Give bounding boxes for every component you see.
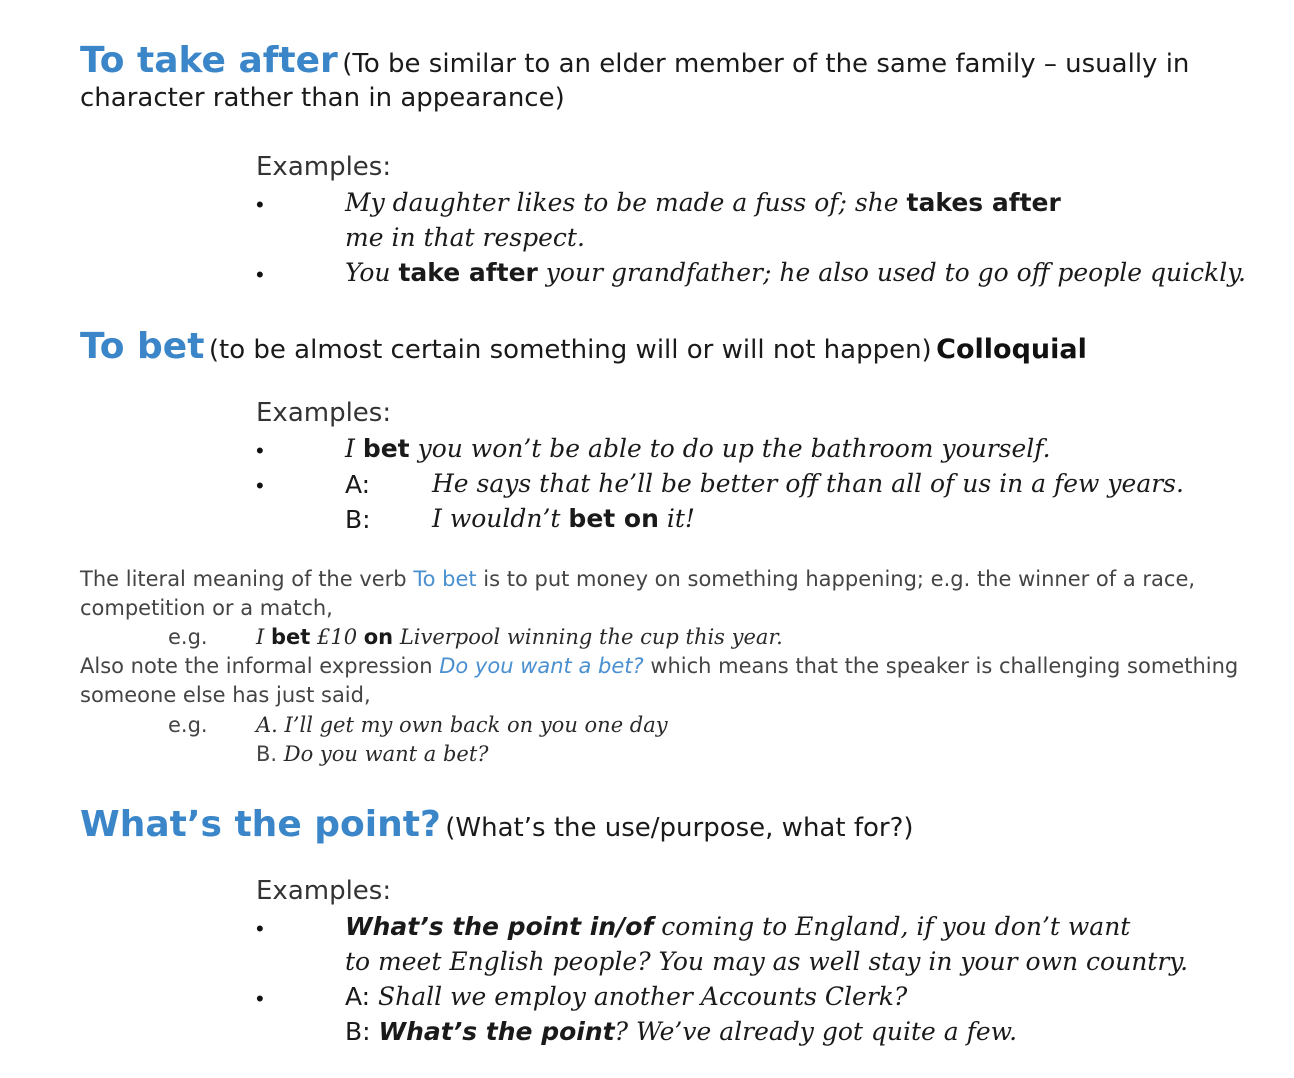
heading-bet: To bet [80,326,205,367]
note-eg2-b [256,742,489,766]
note-example-text: £10 [310,625,364,649]
example-bet-2-line-b [432,504,695,533]
heading-take-after: To take after [80,40,338,81]
example-text: it! [658,504,695,533]
speaker-prefix: A: [345,982,379,1011]
example-phrase-bold: bet [362,434,410,463]
example-text: ? We’ve already got quite a few. [614,1017,1018,1046]
note-line1 [80,567,1195,591]
definition-take-after-line1: (To be similar to an elder member of the same family – usually in [342,49,1190,79]
example-take-after-1-line1 [345,188,1061,217]
note-eg1-label: e.g. [168,625,208,649]
example-phrase-bold: What’s the point [378,1017,615,1046]
example-phrase-bold: takes after [906,188,1061,217]
note-text: Also note the informal expression [80,654,440,678]
bullet-3b: • [256,986,264,1011]
note-text: is to put money on something happening; e.g. the winner of a race, [476,567,1196,591]
definition-bet: (to be almost certain something will or will not happen) [208,335,932,365]
register-label: Colloquial [936,334,1087,365]
example-text: I [345,434,363,463]
example-take-after-1-line2: me in that respect. [345,223,585,252]
speaker-prefix: B: [345,1017,379,1046]
note-example-prefix: B. [256,742,284,766]
example-bet-2-line-a: He says that he’ll be better off than all of us in a few years. [432,469,1184,498]
note-example-text: A. I’ll get my own back on you one day [256,713,668,737]
note-example-bold: bet [270,625,311,649]
example-point-1-line2: to meet English people? You may as well stay in your own country. [345,947,1189,976]
speaker-b-label: B: [345,505,371,534]
speaker-a-label: A: [345,470,371,499]
definition-whats-the-point: (What’s the use/purpose, what for?) [445,813,914,843]
bullet-2a: • [256,438,264,463]
example-phrase-bold: What’s the point in/of [345,912,654,941]
examples-label-1: Examples: [256,152,392,182]
example-point-2-line-b [345,1017,1017,1046]
example-take-after-2 [345,258,1246,287]
note-line3 [80,654,1238,678]
heading-whats-the-point: What’s the point? [80,804,441,845]
example-bet-1 [345,434,1051,463]
bullet-3a: • [256,916,264,941]
example-text: My daughter likes to be made a fuss of; she [345,188,907,217]
examples-label-2: Examples: [256,398,392,428]
note-text: The literal meaning of the verb [80,567,414,591]
examples-label-3: Examples: [256,876,392,906]
bullet-1a: • [256,192,264,217]
note-example-text: Do you want a bet? [283,742,489,766]
example-phrase-bold: bet on [568,504,659,533]
note-eg2-label: e.g. [168,713,208,737]
note-example-text: I [256,625,271,649]
definition-take-after-line2: character rather than in appearance) [80,83,565,113]
note-highlight: Do you want a bet? [439,654,644,678]
section-point-title-line [80,804,914,845]
note-highlight: To bet [413,567,477,591]
note-line2: competition or a match, [80,596,333,620]
example-text: You [345,258,399,287]
example-phrase-bold: take after [398,258,538,287]
note-eg2-a [256,713,668,737]
note-line4: someone else has just said, [80,683,371,707]
example-text: your grandfather; he also used to go off people quickly. [537,258,1246,287]
example-point-2-line-a [345,982,907,1011]
bullet-2b: • [256,473,264,498]
example-point-1-line1 [345,912,1130,941]
note-example-text: Liverpool winning the cup this year. [393,625,783,649]
example-text: Shall we employ another Accounts Clerk? [378,982,908,1011]
example-text: coming to England, if you don’t want [653,912,1131,941]
note-eg1 [256,625,783,649]
note-example-bold: on [363,625,394,649]
example-text: you won’t be able to do up the bathroom yourself. [409,434,1051,463]
note-text: which means that the speaker is challenging something [643,654,1239,678]
bullet-1b: • [256,262,264,287]
section-bet-title-line [80,326,1087,367]
example-text: I wouldn’t [432,504,569,533]
section-take-after-title-line [80,40,1189,81]
